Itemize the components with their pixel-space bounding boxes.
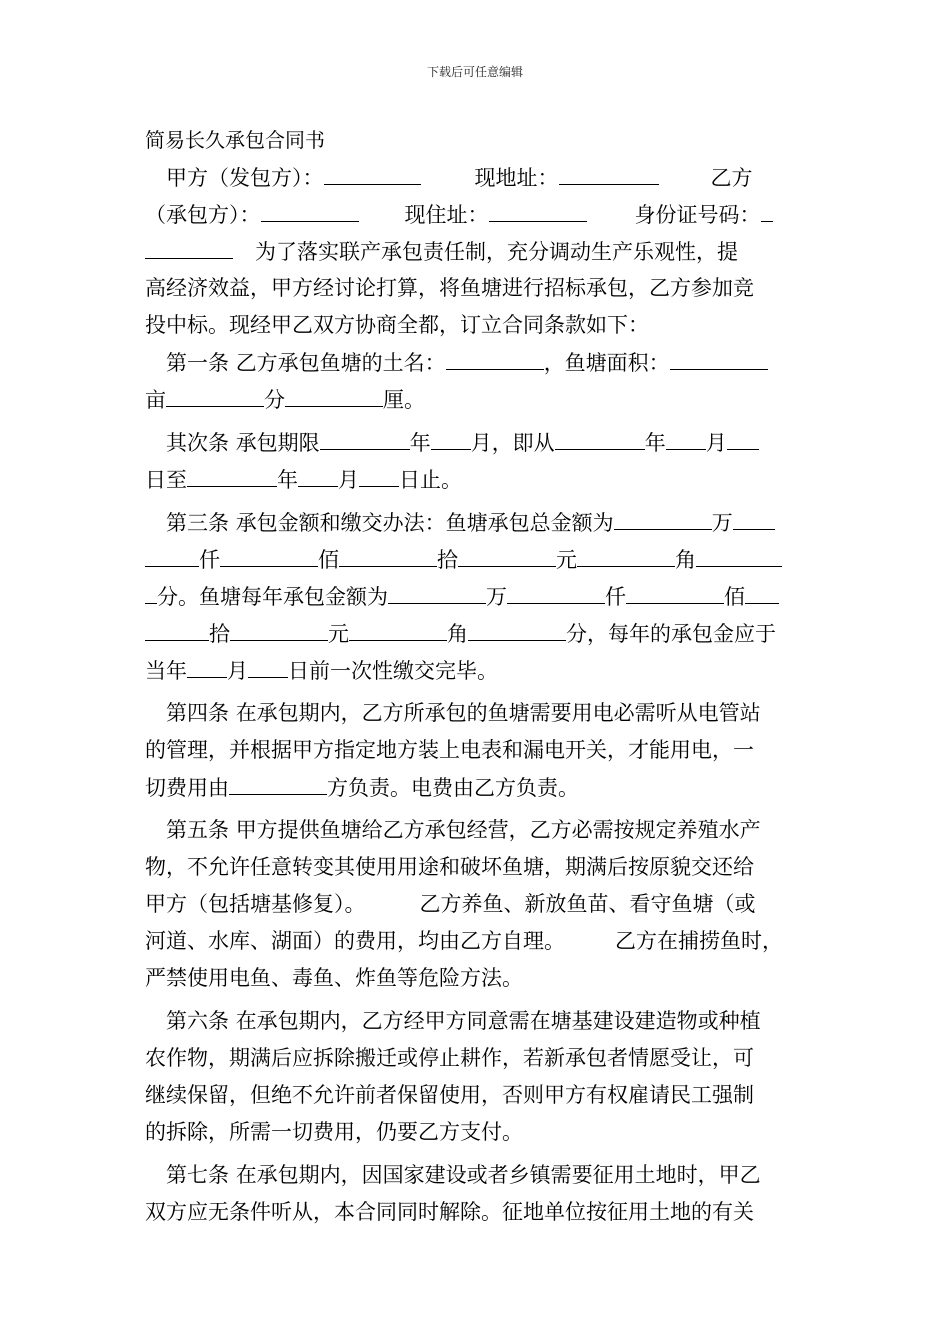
annual-bai-unit: 佰 (724, 585, 745, 609)
article-3-fen-total: 分。鱼塘每年承包金额为 (157, 585, 388, 609)
article-1-label: 第一条 (166, 351, 229, 375)
article-5-text-1: 甲方提供鱼塘给乙方承包经营，乙方必需按规定养殖水产 (235, 818, 761, 842)
article-2-day-to: 日至 (145, 468, 187, 492)
fishpond-area-blank (670, 344, 768, 370)
party-line-2 (145, 196, 813, 233)
total-yuan-blank (458, 541, 556, 567)
annual-bai-blank (626, 578, 724, 604)
annual-fen-blank (468, 615, 566, 641)
intro-line-2: 高经济效益，甲方经讨论打算，将鱼塘进行招标承包，乙方参加竞 (145, 276, 754, 300)
article-5-label: 第五条 (166, 818, 229, 842)
start-day-blank (727, 424, 759, 450)
party-b-label-part2: （承包方）： (145, 203, 261, 227)
term-month-unit: 月 (470, 431, 492, 455)
end-month-blank (298, 461, 338, 487)
term-months-blank (431, 424, 471, 450)
article-1-text-a: 乙方承包鱼塘的土名： (235, 351, 446, 375)
article-7-text-1: 在承包期内，因国家建设或者乡镇需要征用土地时，甲乙 (235, 1163, 761, 1187)
fen-blank (166, 381, 264, 407)
total-wan-unit: 万 (711, 511, 733, 535)
party-a-label: 甲方（发包方）： (166, 166, 324, 190)
article-4-text-3a: 切费用由 (145, 776, 229, 800)
article-4-label: 第四条 (166, 701, 229, 725)
article-4-line-2: 的管理，并根据甲方指定地方装上电表和漏电开关，才能用电，一 (145, 738, 754, 762)
pay-month-blank (187, 652, 227, 678)
article-3-text-a: 承包金额和缴交办法：鱼塘承包总金额为 (235, 511, 614, 535)
article-3-line-5 (145, 652, 813, 689)
article-3-line-1 (145, 504, 813, 541)
start-year-unit: 年 (644, 431, 666, 455)
article-4-line-1 (145, 695, 813, 732)
article-5-text-3b: 乙方养鱼、新放鱼苗、看守鱼塘（或 (419, 892, 756, 916)
article-5-line-1 (145, 812, 813, 849)
article-1-line-2 (145, 381, 813, 418)
electricity-payer-blank (229, 769, 327, 795)
annual-shi-blank-end (145, 615, 209, 641)
article-3-fen-tail: 分，每年的承包金应于 (566, 622, 776, 646)
residence-blank (489, 196, 587, 222)
total-yuan-unit: 元 (556, 548, 577, 572)
intro-line-3: 投中标。现经甲乙双方协商全都，订立合同条款如下： (145, 313, 649, 337)
total-qian-unit: 仟 (199, 548, 220, 572)
total-qian-blank-start (733, 504, 775, 530)
total-jiao-unit: 角 (675, 548, 696, 572)
article-4-line-3 (145, 769, 813, 806)
article-7-label: 第七条 (166, 1163, 229, 1187)
annual-wan-unit: 万 (486, 585, 507, 609)
fishpond-name-blank (446, 344, 544, 370)
article-3-pay-end: 日前一次性缴交完毕。 (288, 659, 498, 683)
party-b-blank (261, 196, 359, 222)
annual-qian-blank (507, 578, 605, 604)
annual-jiao-blank (349, 615, 447, 641)
start-month-blank (666, 424, 706, 450)
pay-day-blank (248, 652, 288, 678)
total-jiao-blank (577, 541, 675, 567)
total-bai-blank (220, 541, 318, 567)
id-blank-end (145, 233, 233, 259)
start-year-blank (555, 424, 645, 450)
article-5-text-4b: 乙方在捕捞鱼时， (615, 929, 783, 953)
article-5-text-4a: 河道、水库、湖面）的费用，均由乙方自理。 (145, 929, 565, 953)
article-6-line-1 (145, 1003, 813, 1040)
total-bai-unit: 佰 (318, 548, 339, 572)
article-7-line-2: 双方应无条件听从，本合同同时解除。征地单位按征用土地的有关 (145, 1200, 754, 1224)
end-day-blank (359, 461, 399, 487)
unit-li: 厘。 (383, 388, 425, 412)
article-5-text-3a: 甲方（包括塘基修复）。 (145, 892, 366, 916)
total-qian-blank-end (145, 541, 199, 567)
total-fen-blank-start (696, 541, 782, 567)
annual-shi-unit: 拾 (209, 622, 230, 646)
end-month-unit: 月 (338, 468, 359, 492)
address-label: 现地址： (474, 166, 559, 190)
contract-body (145, 122, 813, 1231)
total-wan-blank (614, 504, 712, 530)
address-blank (559, 159, 659, 185)
article-1-text-b: ，鱼塘面积： (543, 351, 670, 375)
annual-qian-unit: 仟 (605, 585, 626, 609)
end-year-blank (187, 461, 277, 487)
article-7-line-1 (145, 1157, 813, 1194)
article-6-line-4: 的拆除，所需一切费用，仍要乙方支付。 (145, 1120, 523, 1144)
annual-jiao-unit: 角 (447, 622, 468, 646)
article-6-label: 第六条 (166, 1009, 229, 1033)
li-blank (285, 381, 383, 407)
id-blank-start (761, 196, 773, 222)
page-header-note: 下载后可任意编辑 (426, 65, 523, 79)
total-shi-blank (339, 541, 437, 567)
article-2-line-1 (145, 424, 813, 461)
annual-shi-blank-start (745, 578, 779, 604)
article-2-day-end: 日止。 (399, 468, 462, 492)
article-1-line-1 (145, 344, 813, 381)
annual-yuan-unit: 元 (328, 622, 349, 646)
total-shi-unit: 拾 (437, 548, 458, 572)
annual-yuan-blank (230, 615, 328, 641)
article-2-from: ，即从 (491, 431, 555, 455)
term-years-blank (320, 424, 410, 450)
article-5-line-3 (145, 886, 813, 923)
party-line-3 (145, 233, 813, 270)
annual-wan-blank (388, 578, 486, 604)
article-3-label: 第三条 (166, 511, 229, 535)
start-month-unit: 月 (705, 431, 727, 455)
article-3-year-start: 当年 (145, 659, 187, 683)
pay-month-unit: 月 (227, 659, 248, 683)
article-3-line-4 (145, 615, 813, 652)
article-5-line-2: 物，不允许任意转变其使用用途和破坏鱼塘，期满后按原貌交还给 (145, 855, 754, 879)
article-6-line-3: 继续保留，但绝不允许前者保留使用，否则甲方有权雇请民工强制 (145, 1083, 754, 1107)
unit-mu: 亩 (145, 388, 166, 412)
article-4-text-3b: 方负责。电费由乙方负责。 (327, 776, 579, 800)
article-2-text-a: 承包期限 (235, 431, 320, 455)
term-year-unit: 年 (409, 431, 431, 455)
article-2-label: 其次条 (166, 431, 229, 455)
id-label: 身份证号码： (634, 203, 761, 227)
article-6-text-1: 在承包期内，乙方经甲方同意需在塘基建设建造物或种植 (235, 1009, 761, 1033)
residence-label: 现住址： (404, 203, 489, 227)
article-6-line-2: 农作物，期满后应拆除搬迁或停止耕作，若新承包者情愿受让，可 (145, 1046, 754, 1070)
party-line-1 (145, 159, 813, 196)
article-4-text-1: 在承包期内，乙方所承包的鱼塘需要用电必需听从电管站 (235, 701, 761, 725)
article-2-line-2 (145, 461, 813, 498)
article-3-line-3 (145, 578, 813, 615)
unit-fen: 分 (264, 388, 285, 412)
party-a-blank (324, 159, 421, 185)
document-title: 简易长久承包合同书 (145, 128, 325, 152)
article-5-line-4 (145, 923, 813, 960)
article-5-line-5: 严禁使用电鱼、毒鱼、炸鱼等危险方法。 (145, 966, 523, 990)
end-year-unit: 年 (277, 468, 298, 492)
article-3-line-2 (145, 541, 813, 578)
party-b-label-part1: 乙方 (710, 166, 753, 190)
total-fen-blank-end (145, 578, 157, 604)
intro-line-1: 为了落实联产承包责任制，充分调动生产乐观性，提 (255, 240, 738, 264)
